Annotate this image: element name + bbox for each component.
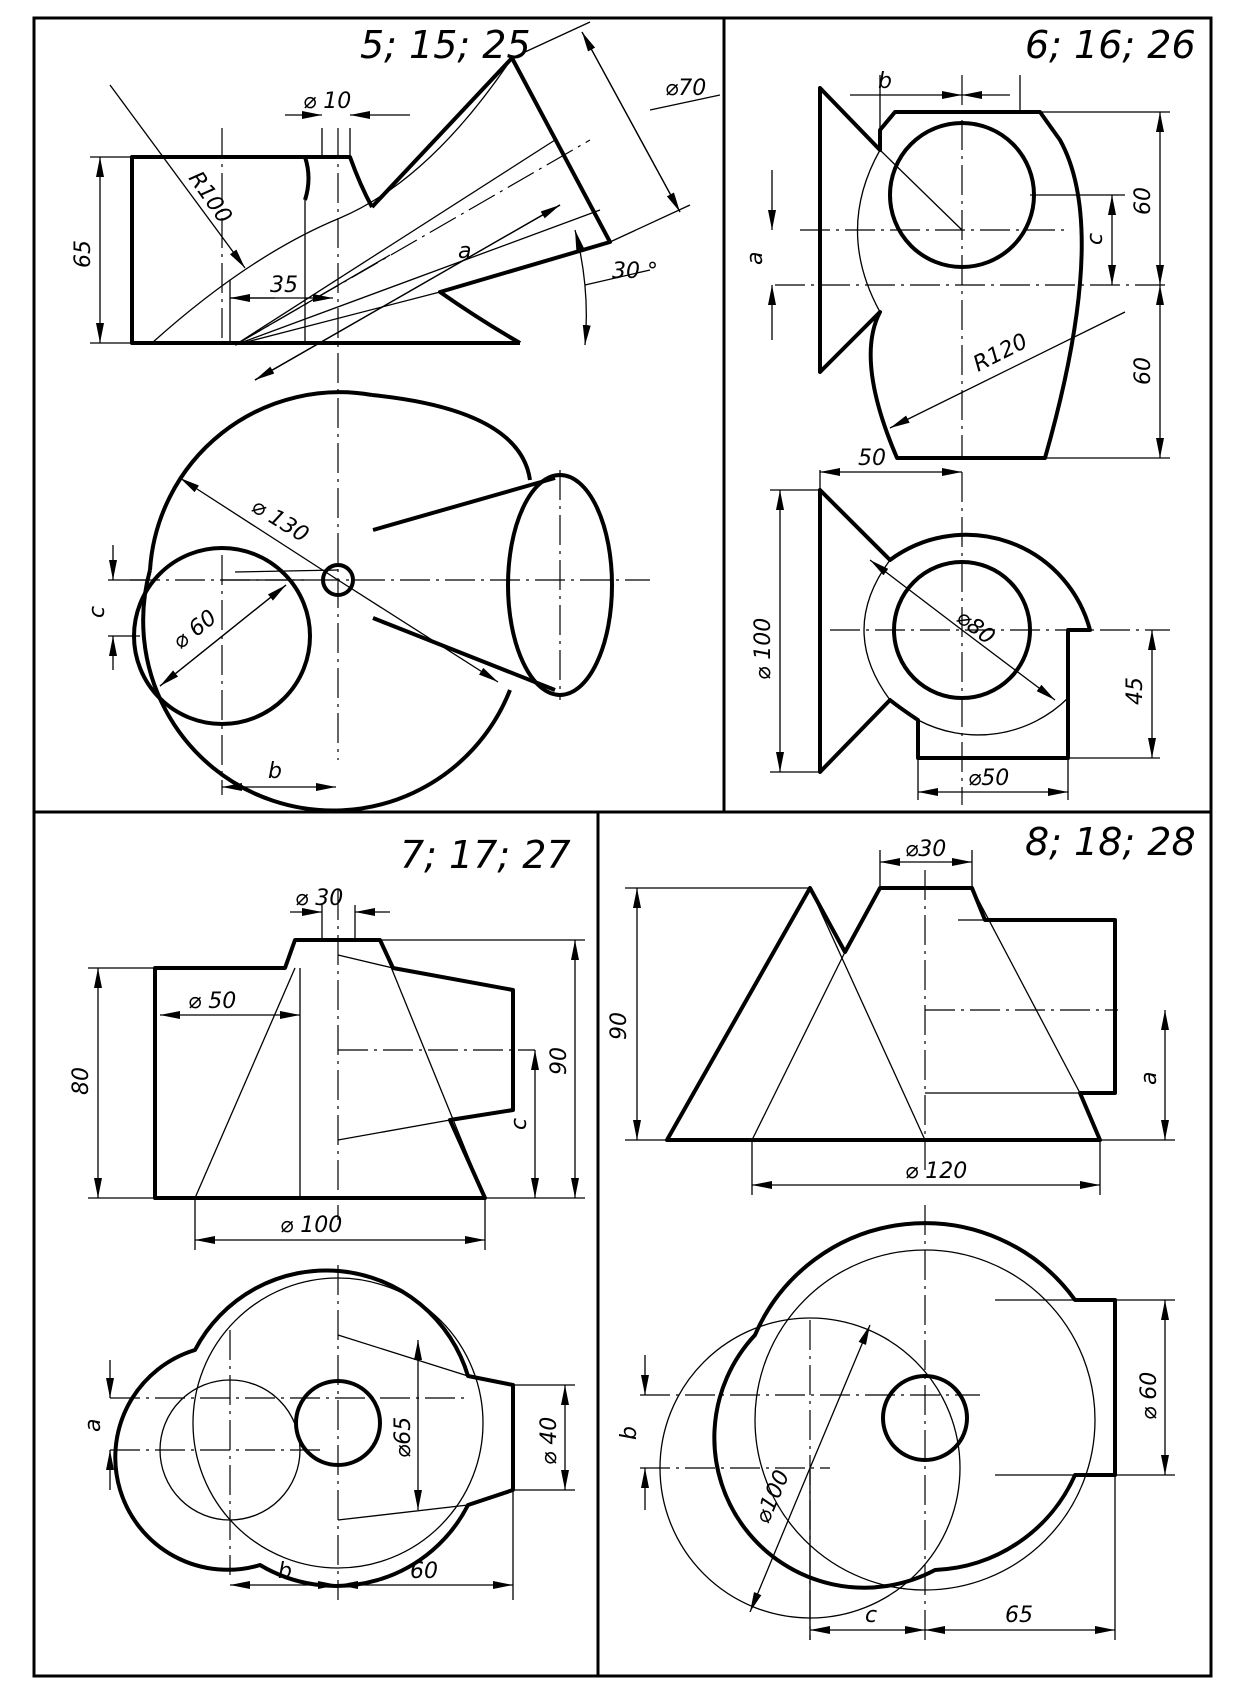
variant-5-15-25 <box>71 22 720 811</box>
dim-h80: 80 <box>69 1067 94 1095</box>
variant-7-17-27 <box>69 833 585 1600</box>
dim-ang30: 30 ° <box>612 259 658 284</box>
dim-d100-6: ⌀ 100 <box>751 617 776 680</box>
dim-d30-8: ⌀30 <box>905 837 947 862</box>
dim-b-8: b <box>617 1426 642 1440</box>
dim-d50-7: ⌀ 50 <box>188 989 237 1014</box>
front-view-6 <box>743 69 1170 460</box>
front-view-8 <box>607 837 1175 1195</box>
dim-d100-8: ⌀100 <box>750 1466 796 1528</box>
dim-h90-8: 90 <box>607 1012 632 1040</box>
front-view-7 <box>69 886 585 1250</box>
dim-d70: ⌀70 <box>665 76 707 101</box>
dim-c-7: c <box>507 1117 532 1130</box>
dim-h60a: 60 <box>1131 187 1156 215</box>
dim-d10: ⌀ 10 <box>303 89 352 114</box>
dim-d40: ⌀ 40 <box>537 1416 562 1465</box>
top-view-8 <box>617 1205 1175 1640</box>
top-view-7 <box>81 1265 575 1600</box>
dim-d35: 35 <box>270 273 298 298</box>
dim-d50-6: ⌀50 <box>968 766 1010 791</box>
variant-6-title: 6; 16; 26 <box>1025 23 1196 67</box>
front-view-5 <box>71 22 720 760</box>
dim-d60-8: ⌀ 60 <box>1137 1371 1162 1420</box>
dim-d60-5: ⌀ 60 <box>168 605 222 655</box>
dim-b-7: b <box>278 1559 292 1584</box>
dim-w50: 50 <box>858 446 886 471</box>
variant-7-title: 7; 17; 27 <box>400 833 571 877</box>
dim-h45: 45 <box>1123 677 1148 705</box>
dim-b-5: b <box>268 759 282 784</box>
dim-a-8: a <box>1137 1071 1162 1085</box>
dim-c-6: c <box>1083 232 1108 245</box>
dim-d120: ⌀ 120 <box>905 1159 968 1184</box>
dim-c-8: c <box>865 1603 878 1628</box>
variant-8-18-28 <box>607 820 1196 1640</box>
dim-w65: 65 <box>1005 1603 1033 1628</box>
dim-h90-7: 90 <box>547 1047 572 1075</box>
dim-r120: R120 <box>969 329 1032 378</box>
top-view-5 <box>85 392 650 810</box>
dim-a-6: a <box>743 251 768 265</box>
dim-r100: R100 <box>183 167 237 229</box>
dim-b-6: b <box>878 69 892 94</box>
dim-d100-7: ⌀ 100 <box>280 1213 343 1238</box>
dim-w60: 60 <box>410 1559 438 1584</box>
dim-d65: ⌀65 <box>391 1416 416 1458</box>
top-view-6 <box>751 446 1170 805</box>
dim-d130: ⌀ 130 <box>246 493 313 549</box>
variant-5-title: 5; 15; 25 <box>360 23 531 67</box>
dim-h60b: 60 <box>1131 357 1156 385</box>
dim-h65: 65 <box>71 240 96 268</box>
variant-6-16-26 <box>743 23 1196 805</box>
dim-c-5: c <box>85 605 110 618</box>
variant-8-title: 8; 18; 28 <box>1025 820 1196 864</box>
dim-d80: ⌀80 <box>951 605 1000 651</box>
dim-d30-7: ⌀ 30 <box>295 886 344 911</box>
dim-a-5: a <box>458 239 472 264</box>
dim-a-7: a <box>81 1418 106 1432</box>
